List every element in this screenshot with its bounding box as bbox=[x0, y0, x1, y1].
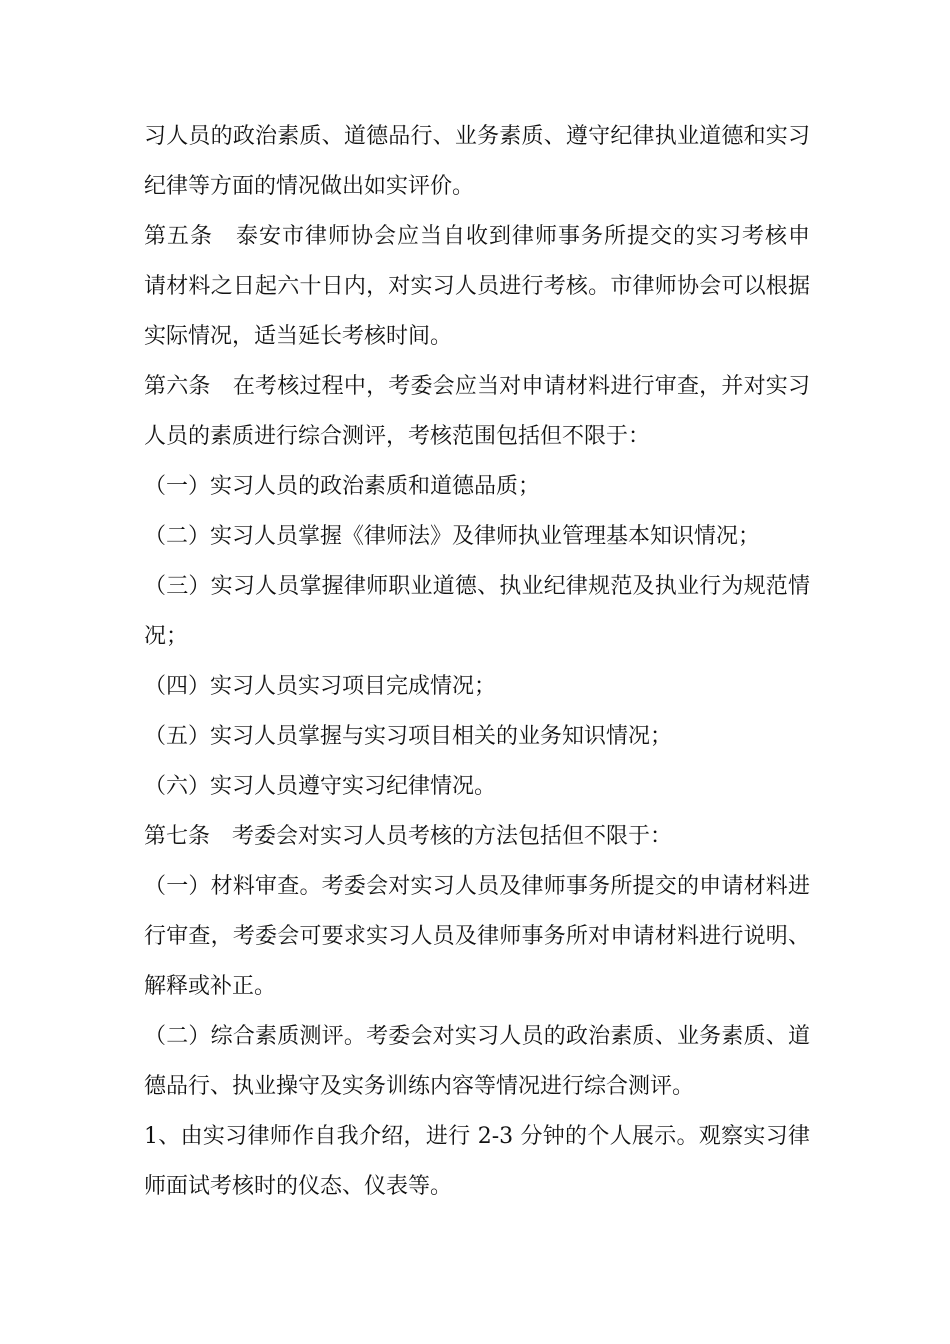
text-line: 德品行、执业操守及实务训练内容等情况进行综合测评。 bbox=[144, 1074, 695, 1099]
text-line: 人员的素质进行综合测评，考核范围包括但不限于： bbox=[144, 424, 651, 449]
text-line: 实际情况，适当延长考核时间。 bbox=[144, 324, 453, 349]
text-line: （六）实习人员遵守实习纪律情况。 bbox=[144, 774, 497, 799]
text-line: 第七条 考委会对实习人员考核的方法包括但不限于： bbox=[144, 824, 673, 849]
text-line: 师面试考核时的仪态、仪表等。 bbox=[144, 1174, 453, 1199]
text-line: 请材料之日起六十日内，对实习人员进行考核。市律师协会可以根据 bbox=[144, 274, 810, 299]
text-line: （二）综合素质测评。考委会对实习人员的政治素质、业务素质、道 bbox=[144, 1024, 810, 1049]
text-line: 第五条 泰安市律师协会应当自收到律师事务所提交的实习考核申 bbox=[144, 224, 810, 249]
text-line: （一）材料审查。考委会对实习人员及律师事务所提交的申请材料进 bbox=[144, 874, 810, 899]
text-line: 第六条 在考核过程中，考委会应当对申请材料进行审查，并对实习 bbox=[144, 374, 810, 399]
text-line: 解释或补正。 bbox=[144, 974, 277, 999]
text-line: 1、由实习律师作自我介绍，进行 2-3 分钟的个人展示。观察实习律 bbox=[144, 1124, 810, 1149]
text-line: 行审查，考委会可要求实习人员及律师事务所对申请材料进行说明、 bbox=[144, 924, 810, 949]
text-line: 纪律等方面的情况做出如实评价。 bbox=[144, 174, 475, 199]
text-line: （一）实习人员的政治素质和道德品质； bbox=[144, 474, 541, 499]
text-line: （五）实习人员掌握与实习项目相关的业务知识情况； bbox=[144, 724, 673, 749]
text-line: 习人员的政治素质、道德品行、业务素质、遵守纪律执业道德和实习 bbox=[144, 124, 810, 149]
text-line: 况； bbox=[144, 624, 189, 649]
text-line: （三）实习人员掌握律师职业道德、执业纪律规范及执业行为规范情 bbox=[144, 574, 810, 599]
text-line: （二）实习人员掌握《律师法》及律师执业管理基本知识情况； bbox=[144, 524, 761, 549]
text-line: （四）实习人员实习项目完成情况； bbox=[144, 674, 497, 699]
